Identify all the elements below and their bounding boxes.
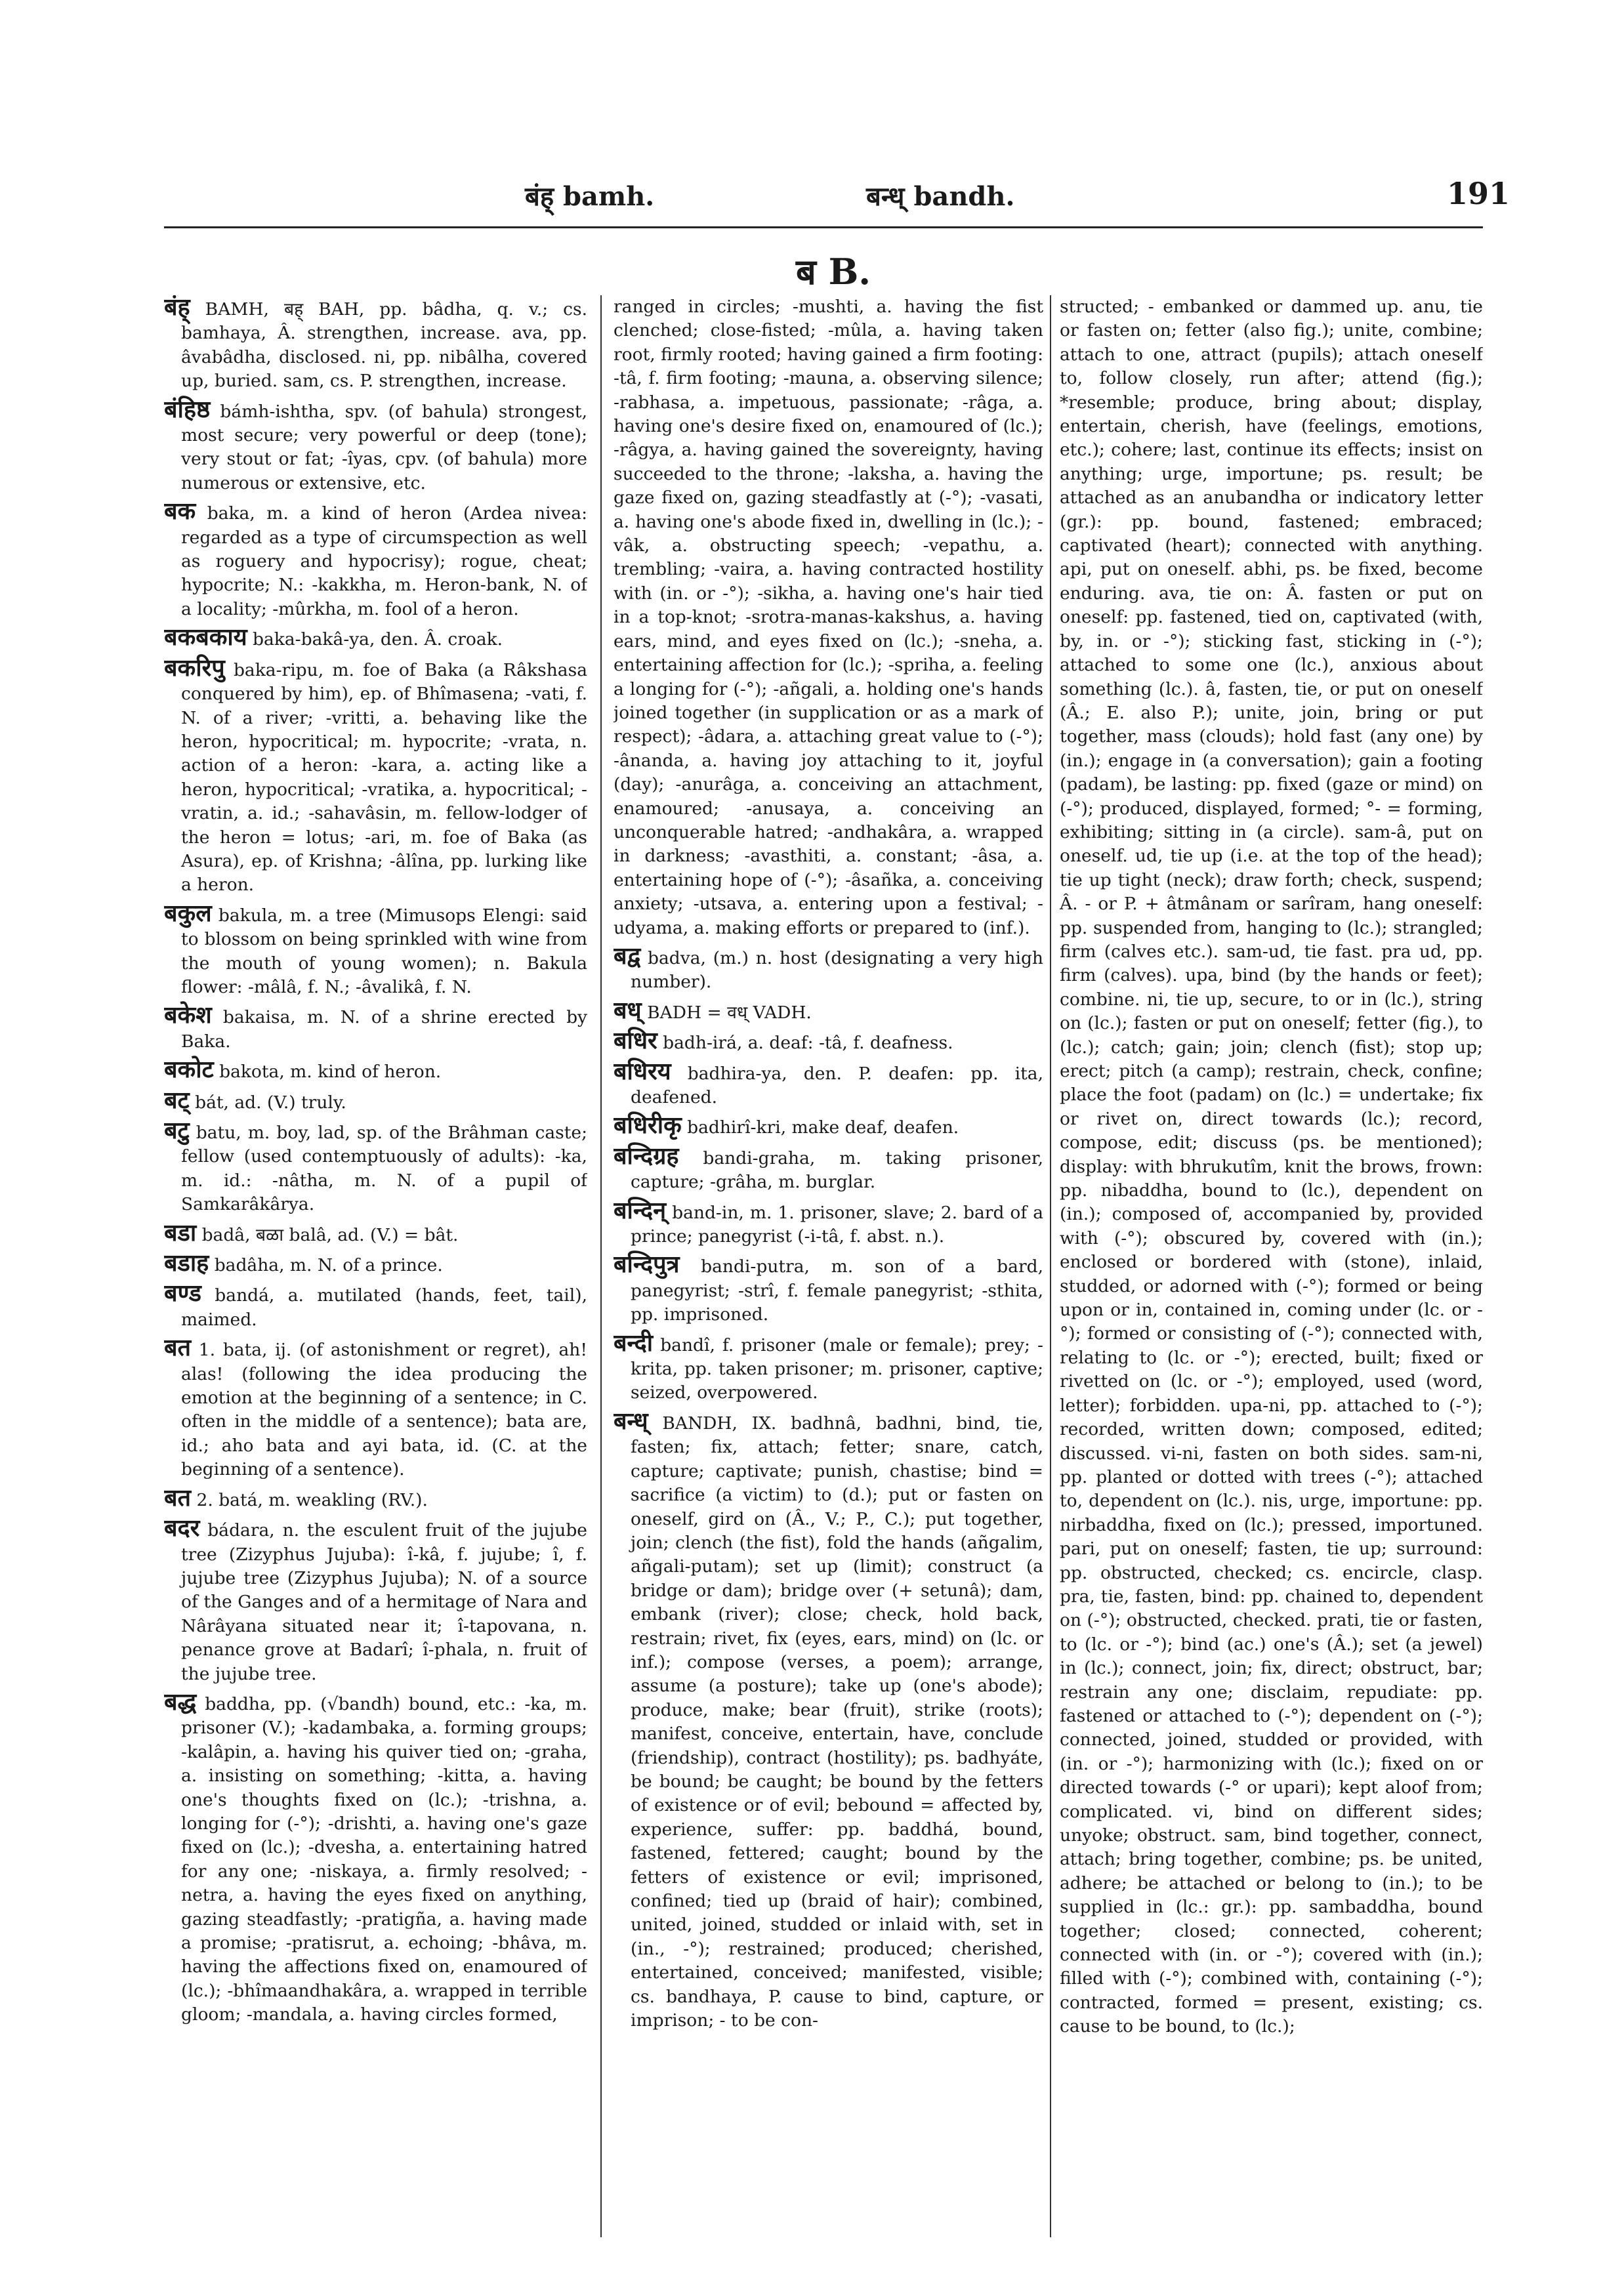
entry-headword: बक xyxy=(164,497,196,526)
dictionary-entry xyxy=(164,395,587,496)
entry-headword: बद्व xyxy=(614,941,641,970)
entry-headword: बकरिपु xyxy=(164,653,225,682)
dictionary-entry xyxy=(614,295,1043,940)
entry-text: bakula, m. a tree (Mimusops Elengi: said to blossom on being sprinkled with wine from the mouth of young women); n. Bakula flower: -mâlâ, f. N.; -âvalikâ, f. N. xyxy=(181,905,587,997)
running-head-right: बन्ध् bandh. xyxy=(866,181,1015,212)
dictionary-column-1 xyxy=(164,295,587,2250)
dictionary-entry xyxy=(164,901,587,1000)
entry-headword: बंह् xyxy=(164,295,190,321)
column-divider xyxy=(1050,295,1051,2237)
entry-headword: बन्दिपुत्र xyxy=(614,1251,680,1279)
entry-headword: बकुल xyxy=(164,899,212,927)
entry-headword: बत xyxy=(164,1483,192,1512)
dictionary-entry xyxy=(1060,295,1483,2039)
dictionary-entry xyxy=(164,1336,587,1481)
entry-headword: बधिर xyxy=(614,1027,657,1055)
running-head-left: बंह् bamh. xyxy=(525,181,655,212)
entry-text: badâ, बळा balâ, ad. (V.) = bât. xyxy=(196,1224,459,1245)
entry-headword: बत xyxy=(164,1334,192,1362)
page-header xyxy=(0,0,1624,217)
entry-headword: बन्ध् xyxy=(614,1407,648,1435)
entry-text: bádara, n. the esculent fruit of the jujube tree (Zizyphus Jujuba): î-kâ, f. jujube; î, f. jujube tree (Zizyphus Jujuba); N. of a source of the Ganges and of a hermitage of Nara and Nârâyana situated near it; î-tapovana, n. penance grove at Badarî; î-phala, n. fruit of the jujube tree. xyxy=(181,1520,587,1684)
page-number: 191 xyxy=(1447,176,1510,211)
dictionary-entry xyxy=(164,295,587,394)
entry-text: bát, ad. (V.) truly. xyxy=(189,1092,346,1113)
entry-text: band-in, m. 1. prisoner, slave; 2. bard of a prince; panegyrist (-i-tâ, f. abst. n.). xyxy=(631,1202,1043,1247)
entry-headword: बडाह xyxy=(164,1249,209,1277)
entry-text: BADH = वध् VADH. xyxy=(641,1002,812,1023)
entry-text: structed; - embanked or dammed up. anu, tie or fasten on; fetter (also fig.); unite, combine; attach to one, attract (pupils); attach oneself to, follow closely, run after; attend (fig.); *resemble; produce, bring about; display, entertain, cherish, have (feelings, emotions, etc.); cohere; last, continue its effects; insist on anything; urge, importune; ps. result; be attached as an anubandha or indicatory letter (gr.): pp. bound, fastened; embraced; captivated (heart); connected with anything. api, put on oneself. abhi, ps. be fixed, become enduring. ava, tie on: Â. fasten or put on oneself: pp. fastened, tied on, captivated (with, by, in. or -°); sticking fast, sticking in (-°); attached to some one (lc.), anxious about something (lc.). â, fasten, tie, or put on oneself (Â.; E. also P.); unite, join, bring or put together, mass (clouds); hold fast (any one) by (in.); engage in (a conversation); gain a footing (padam), be lasting: pp. fixed (gaze or mind) on (-°); produced, displayed, formed; °- = forming, exhibiting; sitting in (a circle). sam-â, put on oneself. ud, tie up (i.e. at the top of the head); tie up tight (neck); draw forth; check, suspend; Â. - or P. + âtmânam or sarîram, hang oneself: pp. suspended from, hanging to (lc.); strangled; firm (calves etc.). sam-ud, tie fast. pra ud, pp. firm (calves). upa, bind (by the hands or feet); combine. ni, tie up, secure, to or in (lc.), string on (lc.); fasten or put on oneself; fetter (fig.), to (lc.); catch; gain; join; clench (fist); stop up; erect; pitch (a camp); restrain, check, confine; place the foot (padam) on (lc.) = undertake; fix or rivet on, direct towards (lc.); record, compose, edit; discuss (ps. be mentioned); display: with bhrukutîm, knit the brows, frown: pp. nibaddha, bound to (lc.), dependent on (in.); composed of, accompanied by, provided with (-°); obscured by, covered with (in.); enclosed or bordered with (stone), inlaid, studded, or adorned with (-°); formed or being upon or in, contained in, coming under (lc. or -°); formed or consisting of (-°); connected with, relating to (lc. or -°); erected, built; fixed or rivetted on (lc. or -°); employed, used (word, letter); forbidden. upa-ni, pp. attached to (-°); recorded, written down; composed, edited; discussed. vi-ni, fasten on both sides. sam-ni, pp. planted or dotted with trees (-°); attached to, dependent on (lc.). nis, urge, importune: pp. nirbaddha, fixed on (lc.); pressed, importuned. pari, put on oneself; fasten, tie up; surround: pp. obstructed, checked; cs. encircle, clasp. pra, tie, fasten, bind: pp. chained to, dependent on (-°); obstructed, checked. prati, tie or fasten, to (lc. or -°); bind (ac.) one's (Â.); set (a jewel) in (lc.); connect, join; fix, direct; obstruct, bar; restrain any one; disclaim, repudiate: pp. fastened or attached to (-°); dependent on (-°); connected, joined, studded or provided, with (in. or -°); harmonizing with (lc.); fixed on or directed towards (-° or upari); kept aloof from; complicated. vi, bind on different sides; unyoke; obstruct. sam, bind together, connect, attach; bring together, combine; ps. be united, adhere; be attached or belong to (in.); to be supplied in (lc.: gr.): pp. sambaddha, bound together; closed; connected, coherent; connected with (in. or -°); covered with (in.); filled with (-°); combined with, containing (-°); contracted, formed = present, existing; cs. cause to be bound, to (lc.); xyxy=(1060,297,1483,2037)
dictionary-entry xyxy=(164,1516,587,1686)
entry-headword: बकबकाय xyxy=(164,623,247,651)
entry-text: bandá, a. mutilated (hands, feet, tail), maimed. xyxy=(181,1285,587,1330)
entry-headword: बद्ध xyxy=(164,1687,197,1716)
dictionary-column-2 xyxy=(614,295,1043,2250)
dictionary-entry xyxy=(164,1218,587,1247)
section-letter: ब B. xyxy=(795,251,871,293)
entry-text: 1. bata, ij. (of astonishment or regret), ah! alas! (following the idea producing the emotion at the beginning of a sentence; in C. often in the middle of a sentence); bata are, id.; aho bata and ayi bata, id. (C. at the beginning of a sentence). xyxy=(181,1340,587,1480)
entry-headword: बधिरय xyxy=(614,1057,671,1085)
entry-text: baka, m. a kind of heron (Ardea nivea: regarded as a type of circumspection as well as roguery and hypocrisy); rogue, cheat; hypocrite; N.: -kakkha, m. Heron-bank, N. of a locality; -mûrkha, m. fool of a heron. xyxy=(181,503,587,619)
dictionary-entry xyxy=(164,499,587,621)
dictionary-entry xyxy=(614,1057,1043,1110)
entry-headword: बदर xyxy=(164,1514,200,1542)
entry-text: baka-ripu, m. foe of Baka (a Râkshasa conquered by him), ep. of Bhîmasena; -vati, f. N. of a river; -vritti, a. behaving like the heron, hypocritical; m. hypocrite; -vrata, n. action of a heron: -kara, a. acting like a heron, hypocritical; -vratika, a. hypocritical; -vratin, a. id.; -sahavâsin, m. fellow-lodger of the heron = lotus; -ari, m. foe of Baka (as Asura), ep. of Krishna; -âlîna, pp. lurking like a heron. xyxy=(181,659,587,896)
entry-text: 2. batá, m. weakling (RV.). xyxy=(191,1489,428,1510)
dictionary-entry xyxy=(614,1196,1043,1249)
dictionary-entry xyxy=(614,1409,1043,2033)
dictionary-column-3 xyxy=(1060,295,1483,2250)
dictionary-entry xyxy=(164,1281,587,1332)
dictionary-entry xyxy=(614,1252,1043,1327)
entry-headword: बन्दिग्रह xyxy=(614,1142,679,1170)
entry-headword: बधिरीकृ xyxy=(614,1111,682,1140)
entry-headword: बंहिष्ठ xyxy=(164,395,211,423)
entry-text: bandi-graha, m. taking prisoner, capture; -grâha, m. burglar. xyxy=(631,1148,1043,1193)
entry-text: badva, (m.) n. host (designating a very high number). xyxy=(631,947,1043,993)
dictionary-entry xyxy=(164,1058,587,1084)
dictionary-entry xyxy=(164,1003,587,1054)
entry-text: bakaisa, m. N. of a shrine erected by Baka. xyxy=(181,1007,587,1052)
dictionary-entry xyxy=(614,1113,1043,1140)
dictionary-entry xyxy=(164,1119,587,1217)
dictionary-entry xyxy=(164,1483,587,1512)
entry-text: bandi-putra, m. son of a bard, panegyrist; -strî, f. female panegyrist; -sthita, pp. imprisoned. xyxy=(631,1256,1043,1325)
entry-text: badhirî-kri, make deaf, deafen. xyxy=(681,1117,959,1138)
entry-headword: बकोट xyxy=(164,1056,214,1084)
dictionary-entry xyxy=(614,996,1043,1025)
entry-text: bandî, f. prisoner (male or female); prey; -krita, pp. taken prisoner; m. prisoner, captive; seized, overpowered. xyxy=(631,1334,1043,1403)
entry-headword: बडा xyxy=(164,1218,197,1247)
entry-text: bámh-ishtha, spv. (of bahula) strongest, most secure; very powerful or deep (tone); very stout or fat; -îyas, cpv. (of bahula) more numerous or extensive, etc. xyxy=(181,401,587,493)
column-divider xyxy=(600,295,602,2237)
dictionary-entry xyxy=(164,1251,587,1277)
entry-text: bakota, m. kind of heron. xyxy=(213,1062,442,1083)
entry-text: baka-bakâ-ya, den. Â. croak. xyxy=(247,629,503,650)
entry-headword: बध् xyxy=(614,996,642,1024)
entry-text: badâha, m. N. of a prince. xyxy=(209,1255,443,1276)
entry-headword: बकेश xyxy=(164,1001,212,1029)
entry-headword: बटु xyxy=(164,1117,190,1144)
dictionary-entry xyxy=(614,1331,1043,1405)
dictionary-entry xyxy=(164,1687,587,2027)
entry-text: BAMH, बह् BAH, pp. bâdha, q. v.; cs. bamhaya, Â. strengthen, increase. ava, pp. âvabâdha, disclosed. ni, pp. nibâlha, covered up, buried. sam, cs. P. strengthen, increase. xyxy=(181,299,587,392)
dictionary-entry xyxy=(614,1029,1043,1055)
dictionary-entry xyxy=(614,941,1043,995)
dictionary-entry xyxy=(614,1144,1043,1195)
entry-text: batu, m. boy, lad, sp. of the Brâhman caste; fellow (used contemptuously of adults): -ka, m. id.: -nâtha, m. N. of a pupil of Samkarâkârya. xyxy=(181,1123,587,1215)
header-rule xyxy=(164,226,1483,228)
entry-headword: बट् xyxy=(164,1086,190,1114)
entry-headword: बण्ड xyxy=(164,1279,201,1308)
dictionary-entry xyxy=(164,653,587,898)
entry-headword: बन्दी xyxy=(614,1329,654,1357)
entry-headword: बन्दिन् xyxy=(614,1196,667,1224)
entry-text: badh-irá, a. deaf: -tâ, f. deafness. xyxy=(657,1033,953,1054)
dictionary-entry xyxy=(164,625,587,651)
entry-text: baddha, pp. (√bandh) bound, etc.: -ka, m. prisoner (V.); -kadambaka, a. forming groups; -kalâpin, a. having his quiver tied on; -graha, a. insisting on something; -kitta, a. having one's thoughts fixed on (lc.); -trishna, a. longing for (-°); -drishti, a. having one's gaze fixed on (lc.); -dvesha, a. entertaining hatred for any one; -niskaya, a. firmly resolved; -netra, a. having the eyes fixed on anything, gazing steadfastly; -pratigña, a. having made a promise; -pratisrut, a. echoing; -bhâva, m. having the affections fixed on, enamoured of (lc.); -bhîmaandhakâra, a. wrapped in terrible gloom; -mandala, a. having circles formed, xyxy=(181,1693,587,2025)
entry-text: badhira-ya, den. P. deafen: pp. ita, deafened. xyxy=(631,1063,1043,1107)
entry-text: ranged in circles; -mushti, a. having the fist clenched; close-fisted; -mûla, a. having taken root, firmly rooted; having gained a firm footing: -tâ, f. firm footing; -mauna, a. observing silence; -rabhasa, a. impetuous, passionate; -râga, a. having one's desire fixed on, enamoured of (lc.); -râgya, a. having gained the sovereignty, having succeeded to the throne; -laksha, a. having the gaze fixed on, gazing steadfastly at (-°); -vasati, a. having one's abode fixed in, dwelling in (lc.); -vâk, a. obstructing speech; -vepathu, a. trembling; -vaira, a. having contracted hostility with (in. or -°); -sikha, a. having one's hair tied in a top-knot; -srotra-manas-kakshus, a. having ears, mind, and eyes fixed on (lc.); -sneha, a. entertaining affection for (lc.); -spriha, a. feeling a longing for (-°); -añgali, a. holding one's hands joined together (in supplication or as a mark of respect); -âdara, a. attaching great value to (-°); -ânanda, a. having joy attaching to it, joyful (day); -anurâga, a. conceiving an attachment, enamoured; -anusaya, a. conceiving an unconquerable hatred; -andhakâra, a. wrapped in darkness; -avasthiti, a. constant; -âsa, a. entertaining hope of (-°); -âsañka, a. conceiving anxiety; -utsava, a. entering upon a festival; -udyama, a. making efforts or prepared to (inf.). xyxy=(614,297,1043,938)
entry-text: BANDH, IX. badhnâ, badhni, bind, tie, fasten; fix, attach; fetter; snare, catch, capture; captivate; punish, chastise; bind = sacrifice (a victim) to (d.); put or fasten on oneself, gird on (Â., V.; P., C.); put together, join; clench (the fist), fold the hands (añgalim, añgali-putam); set up (limit); construct (a bridge or dam); bridge over (+ setunâ); dam, embank (river); close; check, hold back, restrain; rivet, fix (eyes, ears, mind) on (lc. or inf.); compose (verses, a poem); arrange, assume (a posture); take up (one's abode); produce, make; bear (fruit), strike (roots); manifest, conceive, entertain, have, conclude (friendship), contract (hostility); ps. badhyáte, be bound; be caught; be bound by the fetters of existence or of evil; bebound = affected by, experience, suffer: pp. baddhá, bound, fastened, fettered; caught; bound by the fetters of existence or evil; imprisoned, confined; tied up (braid of hair); combined, united, joined, studded or inlaid with, set in (in., -°); restrained; produced; cherished, entertained, conceived; manifested, visible; cs. bandhaya, P. cause to bind, capture, or imprison; - to be con- xyxy=(631,1413,1043,2031)
dictionary-entry xyxy=(164,1088,587,1115)
